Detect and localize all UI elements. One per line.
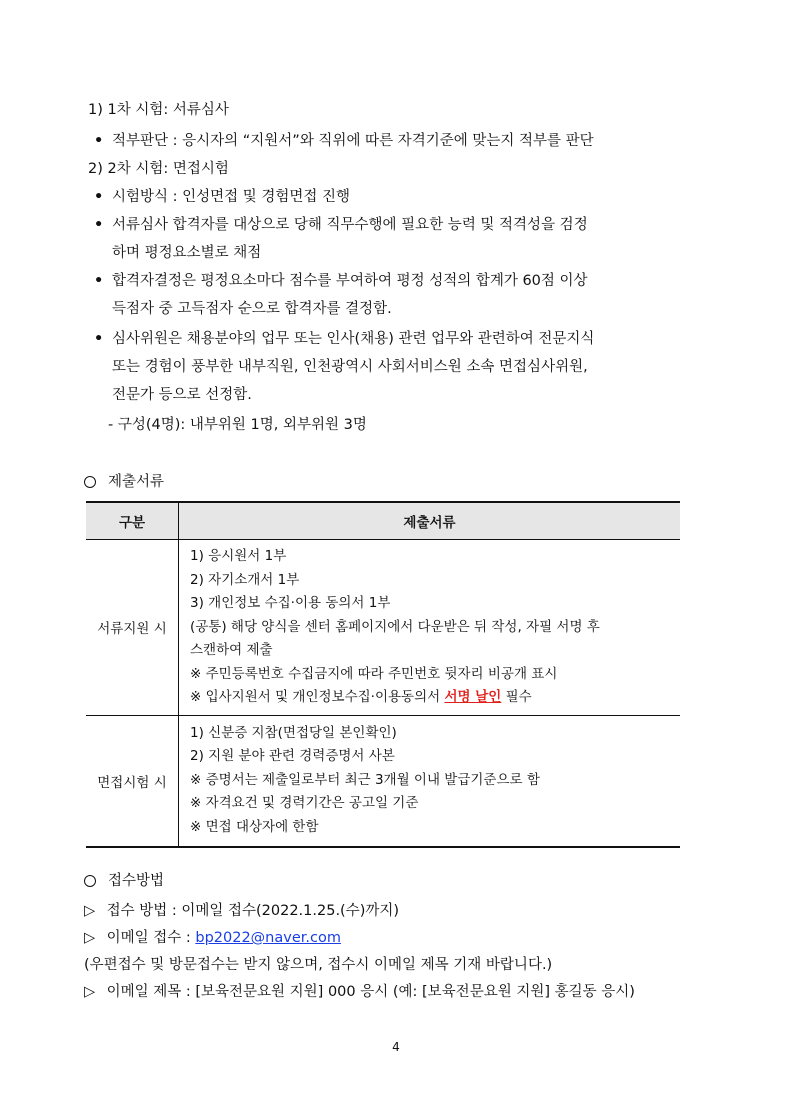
- list-item: ※ 면접 대상자에 한함: [190, 818, 319, 835]
- reception-method-text: 접수 방법 : 이메일 접수(2022.1.25.(수)까지): [106, 903, 400, 919]
- list-item: 스캔하여 제출: [190, 642, 273, 658]
- signature-note-prefix: ※ 입사지원서 및 개인정보수집·이용동의서: [190, 689, 445, 705]
- circle-outline-icon: [84, 875, 96, 887]
- committee-composition: - 구성(4명): 내부위원 1명, 외부위원 3명: [108, 417, 367, 433]
- page-number: 4: [392, 1040, 400, 1054]
- bullet-icon: •: [94, 189, 104, 205]
- committee-text-line2: 또는 경험이 풍부한 내부직원, 인천광역시 사회서비스원 소속 면접심사위원,: [112, 359, 588, 375]
- triangle-right-icon: ▷: [84, 903, 96, 919]
- email-link[interactable]: bp2022@naver.com: [195, 930, 341, 946]
- documents-heading-text: 제출서류: [108, 474, 165, 490]
- reception-heading: [84, 871, 164, 891]
- triangle-right-icon: ▷: [84, 984, 96, 1000]
- signature-note: [190, 686, 673, 710]
- reception-note: (우편접수 및 방문접수는 받지 않으며, 접수시 이메일 제목 기재 바랍니다.): [84, 957, 553, 973]
- list-item: 3) 개인정보 수집·이용 동의서 1부: [190, 595, 391, 611]
- decision-text-line1: 합격자결정은 평정요소마다 점수를 부여하여 평정 성적의 합계가 60점 이상: [112, 273, 588, 289]
- table-row: [86, 715, 680, 847]
- step2-heading: 2) 2차 시험: 면접시험: [88, 161, 229, 177]
- screening-bullet-item: [94, 215, 588, 235]
- row-category: 면접시험 시: [86, 715, 179, 847]
- committee-text-line1: 심사위원은 채용분야의 업무 또는 인사(채용) 관련 업무와 관련하여 전문지식: [112, 331, 595, 347]
- list-item: ※ 증명서는 제출일로부터 최근 3개월 이내 발급기준으로 함: [190, 771, 540, 788]
- decision-bullet-item: [94, 271, 588, 291]
- row-documents-cell: [179, 715, 681, 847]
- decision-text-line2: 득점자 중 고득점자 순으로 합격자를 결정함.: [112, 301, 392, 317]
- table-row: [86, 540, 680, 716]
- list-item: ※ 주민등록번호 수집금지에 따라 주민번호 뒷자리 비공개 표시: [190, 665, 558, 682]
- documents-heading: [84, 472, 164, 492]
- bullet-icon: •: [94, 217, 104, 233]
- table-header-row: [86, 502, 680, 540]
- reception-heading-text: 접수방법: [108, 873, 165, 889]
- row-documents-cell: [179, 540, 681, 716]
- list-item: 2) 자기소개서 1부: [190, 571, 300, 588]
- list-item: 1) 응시원서 1부: [190, 548, 287, 564]
- step1-bullet-text: 적부판단 : 응시자의 “지원서”와 직위에 따른 자격기준에 맞는지 적부를 판단: [112, 133, 594, 149]
- row-category: 서류지원 시: [86, 540, 179, 716]
- reception-method: [84, 901, 399, 921]
- step1-heading: 1) 1차 시험: 서류심사: [88, 102, 229, 118]
- email-label: 이메일 접수 :: [106, 930, 196, 946]
- committee-text-line3: 전문가 등으로 선정함.: [112, 387, 252, 403]
- list-item: ※ 자격요건 및 경력기간은 공고일 기준: [190, 795, 419, 812]
- method-text: 시험방식 : 인성면접 및 경험면접 진행: [112, 189, 351, 205]
- circle-outline-icon: [84, 476, 96, 488]
- reception-subject: [84, 982, 635, 1002]
- reception-email: [84, 928, 341, 948]
- reception-subject-text: 이메일 제목 : [보육전문요원 지원] 000 응시 (예: [보육전문요원 지원] 홍길동 응시): [106, 984, 635, 1000]
- list-item: (공통) 해당 양식을 센터 홈페이지에서 다운받은 뒤 작성, 자필 서명 후: [190, 618, 600, 635]
- triangle-right-icon: ▷: [84, 930, 96, 946]
- documents-table: [86, 501, 680, 848]
- column-header-documents: 제출서류: [179, 502, 681, 540]
- committee-bullet-item: [94, 329, 594, 349]
- step1-bullet-item: [94, 131, 594, 151]
- list-item: 2) 지원 분야 관련 경력증명서 사본: [190, 748, 395, 765]
- bullet-icon: •: [94, 273, 104, 289]
- list-item: 1) 신분증 지참(면접당일 본인확인): [190, 724, 397, 741]
- screening-text-line2: 하며 평정요소별로 채점: [112, 245, 262, 261]
- signature-note-suffix: 필수: [501, 689, 532, 705]
- method-bullet-item: [94, 187, 350, 207]
- screening-text-line1: 서류심사 합격자를 대상으로 당해 직무수행에 필요한 능력 및 적격성을 검정: [112, 217, 588, 233]
- column-header-category: 구분: [86, 502, 179, 540]
- bullet-icon: •: [94, 133, 104, 149]
- bullet-icon: •: [94, 331, 104, 347]
- signature-highlight: 서명 날인: [444, 689, 502, 705]
